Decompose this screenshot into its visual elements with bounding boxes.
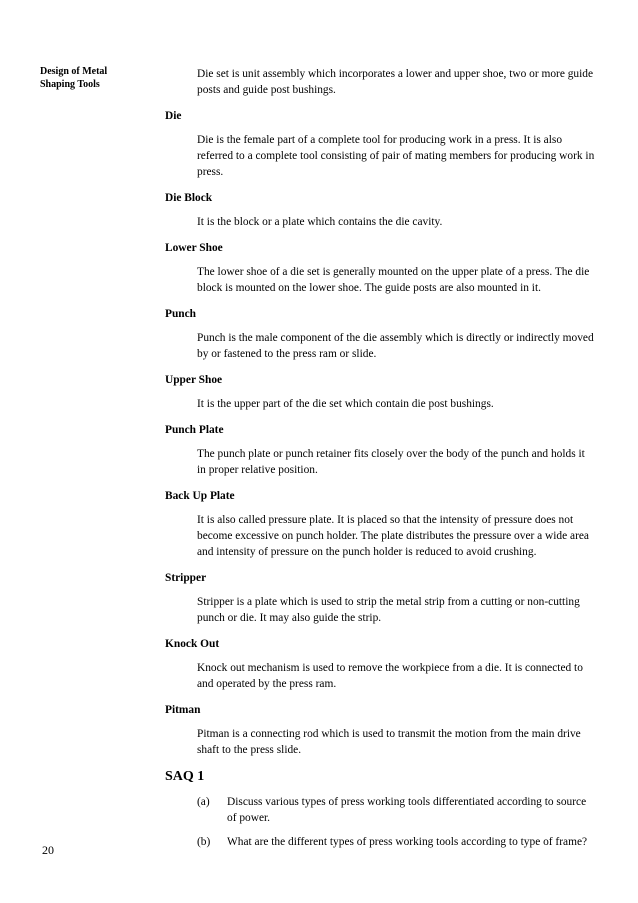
saq-section — [165, 768, 595, 850]
term-definition: It is the upper part of the die set which contain die post bushings. — [197, 398, 494, 410]
saq-question-b — [197, 834, 595, 850]
term-heading: Stripper — [165, 572, 207, 584]
term-definition: It is the block or a plate which contains the die cavity. — [197, 216, 443, 228]
term-knock-out — [165, 636, 595, 692]
section-label-line-2: Shaping Tools — [40, 79, 100, 90]
term-definition: Pitman is a connecting rod which is used to transmit the motion from the main drive shaft to the press slide. — [197, 728, 581, 756]
term-definition: Stripper is a plate which is used to strip the metal strip from a cutting or non-cutting punch or die. It may also guide the strip. — [197, 596, 580, 624]
term-punch — [165, 306, 595, 362]
term-heading: Punch Plate — [165, 424, 224, 436]
term-upper-shoe — [165, 372, 595, 412]
question-marker: (b) — [197, 836, 211, 848]
term-die — [165, 108, 595, 180]
term-heading: Punch — [165, 308, 197, 320]
term-stripper — [165, 570, 595, 626]
term-definition: Knock out mechanism is used to remove the workpiece from a die. It is connected to and operated by the press ram. — [197, 662, 583, 690]
term-heading: Back Up Plate — [165, 490, 235, 502]
question-text: Discuss various types of press working tools differentiated according to source of power. — [227, 796, 587, 824]
term-lower-shoe — [165, 240, 595, 296]
section-label-line-1: Design of Metal — [40, 66, 108, 77]
term-heading: Upper Shoe — [165, 374, 223, 386]
question-marker: (a) — [197, 796, 210, 808]
term-heading: Pitman — [165, 704, 201, 716]
term-definition: It is also called pressure plate. It is placed so that the intensity of pressure does not become excessive on punch holder. The plate distributes the pressure over a wide area and intensity of pressure on the punch holder is reduced to avoid crushing. — [197, 514, 589, 558]
running-section-label — [40, 65, 150, 91]
term-definition: Punch is the male component of the die assembly which is directly or indirectly moved by or fastened to the press ram or slide. — [197, 332, 594, 360]
saq-question-a — [197, 794, 595, 826]
saq-title: SAQ 1 — [165, 769, 205, 784]
term-heading: Die — [165, 110, 182, 122]
term-definition: The lower shoe of a die set is generally mounted on the upper plate of a press. The die block is mounted on the lower shoe. The guide posts are also mounted in it. — [197, 266, 590, 294]
term-definition: The punch plate or punch retainer fits closely over the body of the punch and holds it in proper relative position. — [197, 448, 585, 476]
main-content — [165, 66, 595, 850]
intro-paragraph: Die set is unit assembly which incorporates a lower and upper shoe, two or more guide posts and guide post bushings. — [197, 68, 594, 96]
term-heading: Die Block — [165, 192, 213, 204]
term-definition: Die is the female part of a complete tool for producing work in a press. It is also referred to a complete tool consisting of pair of mating members for producing work in press. — [197, 134, 595, 178]
term-punch-plate — [165, 422, 595, 478]
term-die-block — [165, 190, 595, 230]
page-number: 20 — [42, 843, 54, 857]
question-text: What are the different types of press working tools according to type of frame? — [227, 836, 588, 848]
term-back-up-plate — [165, 488, 595, 560]
term-pitman — [165, 702, 595, 758]
term-heading: Knock Out — [165, 638, 220, 650]
term-heading: Lower Shoe — [165, 242, 223, 254]
